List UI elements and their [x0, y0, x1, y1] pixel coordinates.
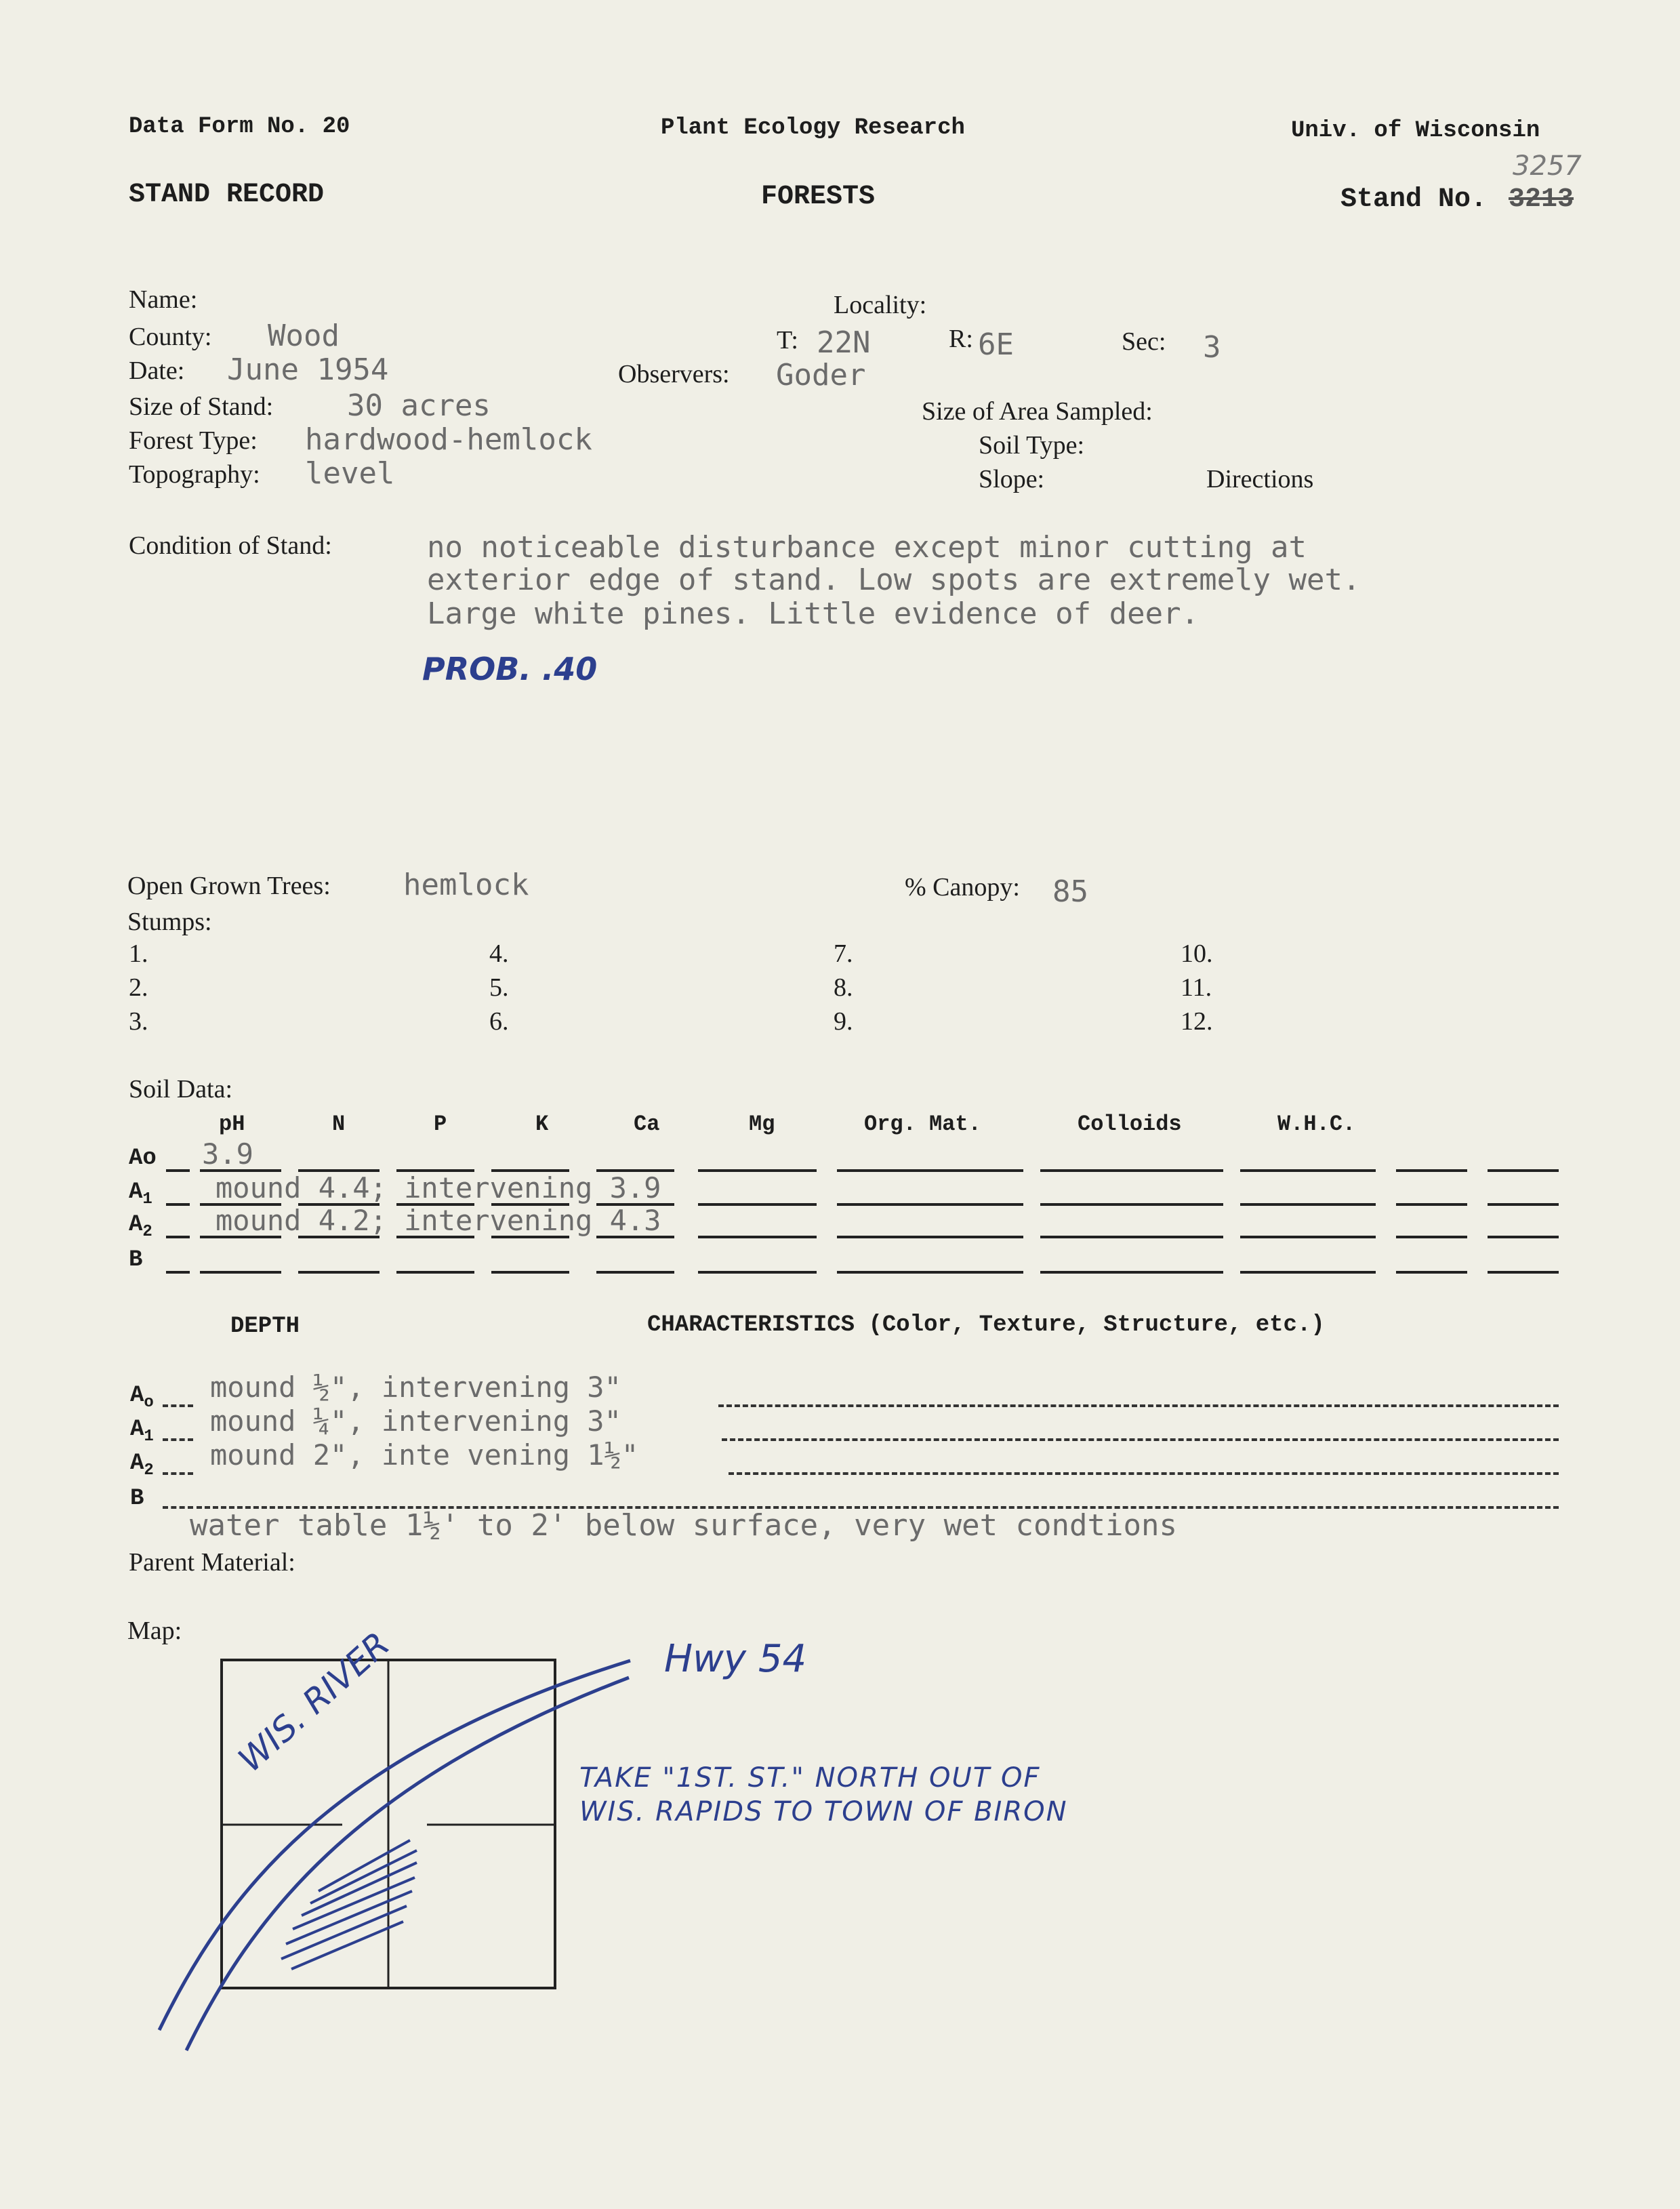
- col-header-org-mat: Org. Mat.: [864, 1112, 981, 1137]
- col-header-ca: Ca: [634, 1112, 660, 1137]
- soil-row-label-a2: $A_2$: [129, 1212, 152, 1241]
- char-value-ao: mound ½", intervening 3": [210, 1371, 621, 1404]
- county-value: Wood: [268, 319, 340, 353]
- characteristics-header: CHARACTERISTICS (Color, Texture, Structure, etc.): [647, 1312, 1325, 1338]
- stump-number: 8.: [834, 973, 853, 1002]
- record-category: FORESTS: [761, 182, 876, 212]
- col-header-ph: pH: [219, 1112, 245, 1137]
- stump-number: 4.: [489, 939, 509, 968]
- range-value: 6E: [978, 327, 1014, 362]
- program-name: Plant Ecology Research: [661, 115, 965, 141]
- record-type: STAND RECORD: [129, 180, 325, 210]
- stump-number: 5.: [489, 973, 509, 1002]
- stand-number-handwritten: 3257: [1513, 150, 1582, 182]
- section-label: Sec:: [1122, 327, 1166, 356]
- soil-value-a1: mound 4.4; intervening 3.9: [216, 1171, 661, 1204]
- col-header-colloids: Colloids: [1078, 1112, 1182, 1137]
- col-header-k: K: [535, 1112, 549, 1137]
- date-value: June 1954: [227, 352, 389, 387]
- township-label: T:: [777, 326, 798, 354]
- col-header-n: N: [332, 1112, 346, 1137]
- topography-value: level: [305, 456, 395, 491]
- open-grown-label: Open Grown Trees:: [127, 872, 331, 900]
- soil-value-a2: mound 4.2; intervening 4.3: [216, 1204, 661, 1237]
- date-label: Date:: [129, 357, 185, 385]
- char-row-label-a1: $A_1$: [130, 1417, 154, 1446]
- stump-number: 6.: [489, 1007, 509, 1036]
- parent-material-label: Parent Material:: [129, 1548, 295, 1577]
- stump-number: 11.: [1181, 973, 1212, 1002]
- canopy-value: 85: [1052, 874, 1088, 909]
- directions-label: Directions: [1206, 465, 1314, 493]
- stand-number-label: Stand No.: [1340, 184, 1488, 215]
- condition-line-2: exterior edge of stand. Low spots are extremely wet.: [427, 563, 1361, 597]
- stump-number: 10.: [1181, 939, 1213, 968]
- topography-label: Topography:: [129, 460, 260, 489]
- soil-row-label-ao: Ao: [129, 1146, 157, 1171]
- condition-label: Condition of Stand:: [129, 531, 332, 560]
- char-row-label-b: B: [130, 1486, 144, 1512]
- depth-header: DEPTH: [230, 1314, 300, 1339]
- township-value: 22N: [817, 325, 871, 360]
- section-value: 3: [1203, 330, 1221, 365]
- stump-number: 1.: [129, 939, 148, 968]
- handwritten-prob-note: PROB. .40: [422, 651, 598, 687]
- name-label: Name:: [129, 285, 198, 314]
- range-label: R:: [949, 325, 973, 353]
- stump-number: 2.: [129, 973, 148, 1002]
- char-row-label-ao: $A_o$: [130, 1383, 154, 1412]
- size-of-stand-value: 30 acres: [347, 388, 491, 423]
- col-header-p: P: [434, 1112, 447, 1137]
- soil-data-label: Soil Data:: [129, 1075, 233, 1103]
- forest-type-label: Forest Type:: [129, 426, 258, 455]
- col-header-whc: W.H.C.: [1277, 1112, 1356, 1137]
- stump-number: 12.: [1181, 1007, 1213, 1036]
- stand-number-struck: 3213: [1509, 184, 1574, 215]
- size-of-stand-label: Size of Stand:: [129, 392, 274, 421]
- condition-line-1: no noticeable disturbance except minor cutting at: [427, 530, 1307, 565]
- soil-row-label-a1: $A_1$: [129, 1179, 152, 1209]
- soil-type-label: Soil Type:: [979, 431, 1085, 460]
- open-grown-value: hemlock: [403, 868, 529, 902]
- soil-row-label-b: B: [129, 1247, 143, 1273]
- river-label: WIS. RIVER: [230, 1624, 397, 1780]
- forest-type-value: hardwood-hemlock: [305, 422, 592, 457]
- char-row-label-a2: $A_2$: [130, 1451, 154, 1480]
- highway-label: Hwy 54: [664, 1637, 807, 1681]
- condition-line-3: Large white pines. Little evidence of deer.: [427, 596, 1200, 631]
- col-header-mg: Mg: [749, 1112, 775, 1137]
- map-label: Map:: [127, 1617, 182, 1645]
- stumps-label: Stumps:: [127, 908, 212, 936]
- directions-note-line-2: WIS. RAPIDS TO TOWN OF BIRON: [579, 1796, 1068, 1827]
- water-table-note: water table 1½' to 2' below surface, very wet condtions: [190, 1508, 1177, 1543]
- observers-value: Goder: [776, 358, 866, 392]
- form-number: Data Form No. 20: [129, 114, 350, 140]
- locality-label: Locality:: [834, 291, 927, 319]
- county-label: County:: [129, 323, 212, 351]
- canopy-label: % Canopy:: [905, 873, 1020, 901]
- observers-label: Observers:: [618, 360, 730, 388]
- directions-note-line-1: TAKE "1ST. ST." NORTH OUT OF: [579, 1762, 1041, 1793]
- slope-label: Slope:: [979, 465, 1045, 493]
- university-name: Univ. of Wisconsin: [1291, 118, 1540, 144]
- area-sampled-label: Size of Area Sampled:: [922, 397, 1153, 426]
- stump-number: 9.: [834, 1007, 853, 1036]
- soil-value-ao: 3.9: [202, 1137, 253, 1171]
- map-hatching: [281, 1840, 417, 1969]
- stump-number: 3.: [129, 1007, 148, 1036]
- char-value-a2: mound 2", inte vening 1½": [210, 1438, 639, 1472]
- stump-number: 7.: [834, 939, 853, 968]
- char-value-a1: mound ¼", intervening 3": [210, 1404, 621, 1438]
